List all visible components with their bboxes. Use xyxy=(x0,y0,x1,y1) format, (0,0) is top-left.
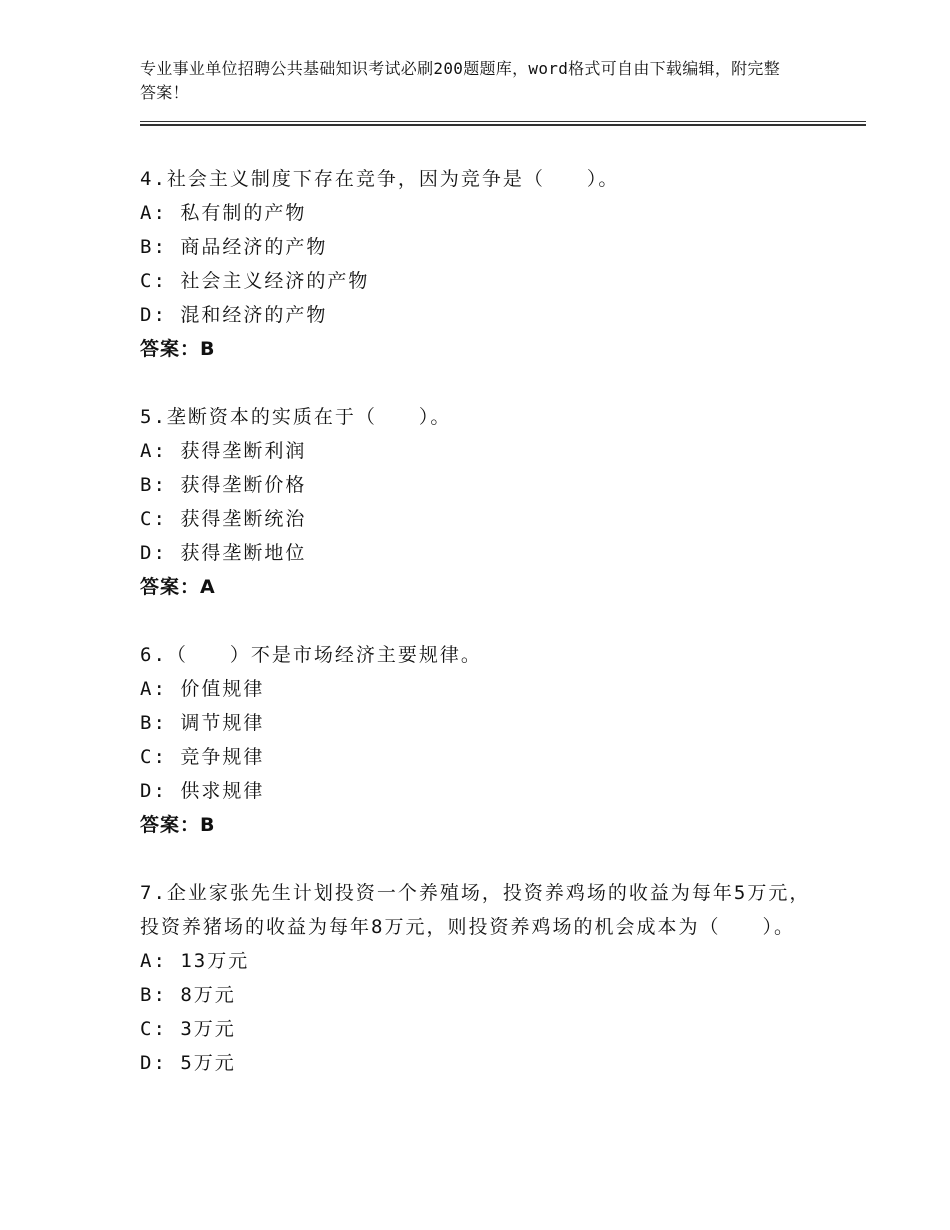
option-c: C: 3万元 xyxy=(140,1018,236,1040)
question-5 xyxy=(140,400,830,604)
header-divider xyxy=(140,121,866,126)
option-a: A: 获得垄断利润 xyxy=(140,440,307,462)
option-a: A: 私有制的产物 xyxy=(140,202,307,224)
option-c: C: 社会主义经济的产物 xyxy=(140,270,370,292)
question-7 xyxy=(140,876,830,1080)
question-4 xyxy=(140,162,830,366)
option-b: B: 调节规律 xyxy=(140,712,265,734)
option-b: B: 8万元 xyxy=(140,984,236,1006)
question-stem: 7.企业家张先生计划投资一个养殖场，投资养鸡场的收益为每年5万元，投资养猪场的收益为每年8万元，则投资养鸡场的机会成本为（ ）。 xyxy=(140,882,811,938)
option-a: A: 价值规律 xyxy=(140,678,265,700)
option-d: D: 5万元 xyxy=(140,1052,236,1074)
option-d: D: 混和经济的产物 xyxy=(140,304,328,326)
option-c: C: 获得垄断统治 xyxy=(140,508,307,530)
answer-line: 答案：B xyxy=(140,338,216,360)
option-d: D: 供求规律 xyxy=(140,780,265,802)
question-stem: 5.垄断资本的实质在于（ ）。 xyxy=(140,406,452,428)
answer-line: 答案：A xyxy=(140,576,216,598)
option-d: D: 获得垄断地位 xyxy=(140,542,307,564)
option-c: C: 竞争规律 xyxy=(140,746,265,768)
question-list xyxy=(140,162,830,1114)
question-stem: 6.（ ）不是市场经济主要规律。 xyxy=(140,644,482,666)
document-header: 专业事业单位招聘公共基础知识考试必刷200题题库，word格式可自由下载编辑，附完整答案！ xyxy=(140,59,781,102)
option-b: B: 获得垄断价格 xyxy=(140,474,307,496)
question-stem: 4.社会主义制度下存在竞争，因为竞争是（ ）。 xyxy=(140,168,620,190)
option-b: B: 商品经济的产物 xyxy=(140,236,328,258)
question-6 xyxy=(140,638,830,842)
answer-line: 答案：B xyxy=(140,814,216,836)
option-a: A: 13万元 xyxy=(140,950,250,972)
